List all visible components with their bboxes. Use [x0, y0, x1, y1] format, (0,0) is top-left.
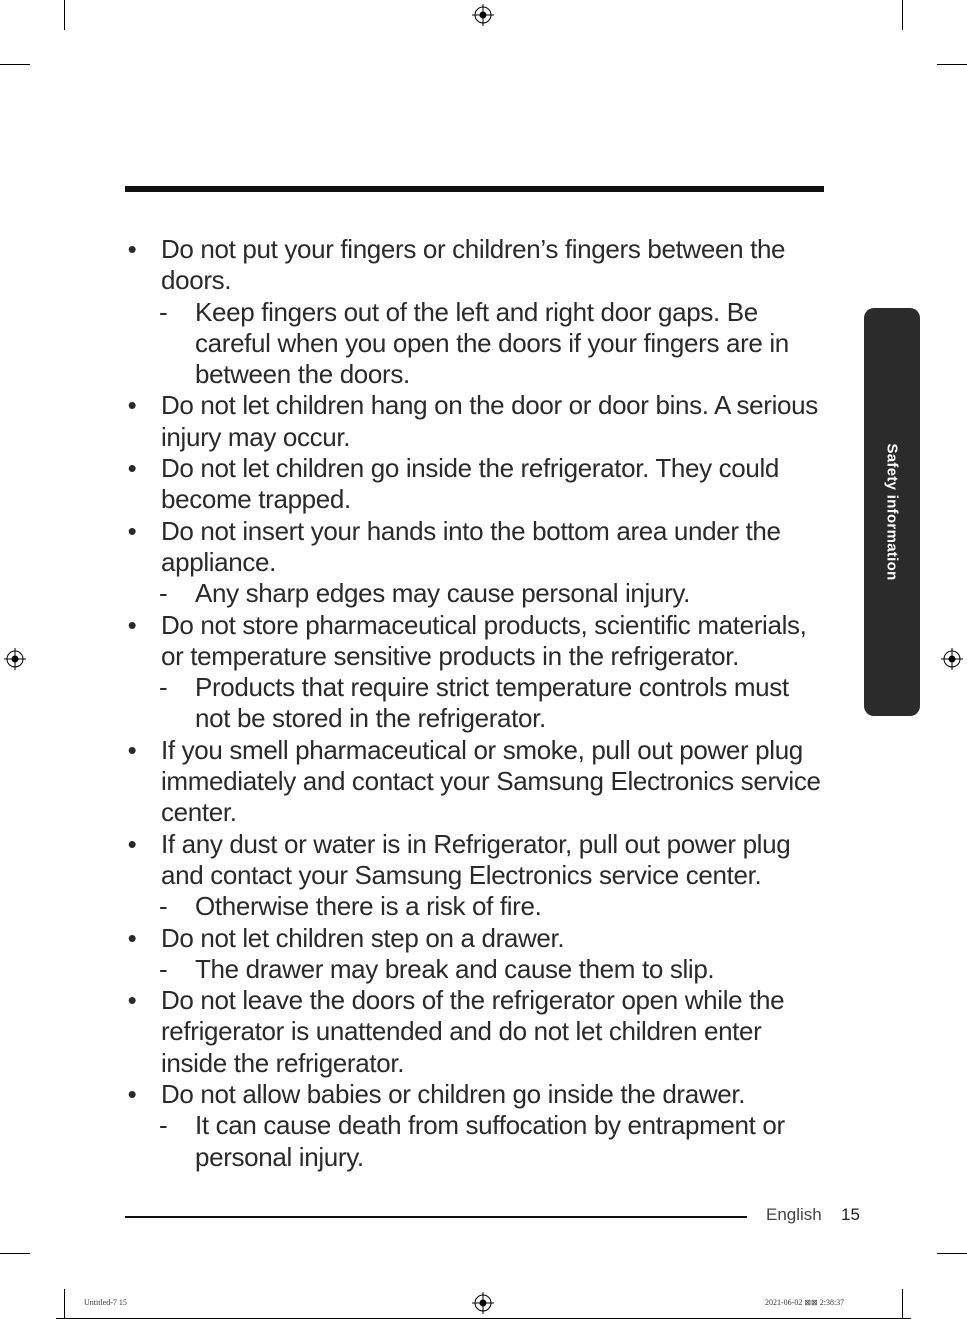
crop-mark	[64, 0, 65, 30]
crop-mark	[937, 1253, 967, 1254]
list-item	[125, 390, 825, 453]
crop-mark	[0, 1253, 30, 1254]
sub-item-text: Products that require strict temperature controls must not be stored in the refrigerator.	[195, 672, 789, 734]
list-item	[125, 985, 825, 1079]
print-datetime: 2021-06-02 ⊠⊠ 2:38:37	[765, 1298, 845, 1307]
bullet-icon: •	[127, 234, 137, 264]
list-item	[125, 453, 825, 516]
crop-mark	[0, 64, 30, 65]
bullet-icon: •	[127, 609, 137, 640]
list-item	[125, 735, 825, 829]
crop-mark	[902, 0, 903, 30]
sub-item	[125, 1110, 825, 1173]
sub-item-text: It can cause death from suffocation by entrapment or personal injury.	[195, 1110, 785, 1172]
sub-item	[125, 297, 825, 391]
crop-mark	[937, 64, 967, 65]
sub-item	[125, 578, 825, 609]
item-text: Do not let children step on a drawer.	[161, 922, 565, 953]
dash-icon: -	[159, 953, 168, 984]
item-text: Do not leave the doors of the refrigerator open while the refrigerator is unattended and do not let children enter inside the refrigerator.	[161, 985, 785, 1078]
crop-mark	[64, 1289, 65, 1319]
item-text: If you smell pharmaceutical or smoke, pull out power plug immediately and contact your Samsung Electronics service center.	[161, 734, 821, 828]
bullet-icon: •	[127, 828, 137, 859]
registration-mark-icon	[472, 1292, 494, 1314]
sub-item	[125, 672, 825, 735]
side-tab-label: Safety information	[883, 443, 901, 581]
list-item	[125, 516, 825, 579]
list-item	[125, 234, 825, 297]
sub-item	[125, 891, 825, 922]
sub-item	[125, 954, 825, 985]
item-text: Do not let children go inside the refrigerator. They could become trapped.	[161, 453, 780, 515]
item-text: Do not let children hang on the door or door bins. A serious injury may occur.	[161, 390, 818, 452]
bullet-icon: •	[127, 985, 137, 1016]
bullet-icon: •	[127, 734, 137, 765]
item-text: Do not allow babies or children go inside the drawer.	[161, 1079, 746, 1110]
sub-item-text: Any sharp edges may cause personal injury.	[195, 578, 690, 609]
sub-item-text: Otherwise there is a risk of fire.	[195, 891, 542, 922]
sub-item-text: Keep fingers out of the left and right door gaps. Be careful when you open the doors if your fingers are in between the doors.	[195, 296, 789, 390]
list-item	[125, 1079, 825, 1110]
item-text: If any dust or water is in Refrigerator, pull out power plug and contact your Samsung Electronics service center.	[161, 828, 791, 890]
section-side-tab	[864, 308, 920, 716]
dash-icon: -	[159, 296, 168, 327]
registration-mark-icon	[4, 648, 26, 670]
item-text: Do not insert your hands into the bottom area under the appliance.	[161, 515, 781, 577]
dash-icon: -	[159, 578, 168, 609]
page-number: 15	[841, 1205, 860, 1224]
footer-language: English	[766, 1205, 822, 1224]
bullet-icon: •	[127, 922, 137, 953]
list-item	[125, 923, 825, 954]
dash-icon: -	[159, 672, 168, 703]
bullet-icon: •	[127, 390, 137, 421]
item-text: Do not put your fingers or children’s fingers between the doors.	[161, 234, 786, 296]
list-item	[125, 829, 825, 892]
section-top-rule	[125, 186, 824, 192]
item-text: Do not store pharmaceutical products, scientific materials, or temperature sensitive products in the refrigerator.	[161, 609, 807, 671]
dash-icon: -	[159, 1110, 168, 1141]
dash-icon: -	[159, 891, 168, 922]
footer-rule	[125, 1216, 747, 1218]
sub-item-text: The drawer may break and cause them to slip.	[195, 953, 715, 984]
crop-mark	[902, 1289, 903, 1319]
safety-list	[125, 234, 825, 1173]
list-item	[125, 610, 825, 673]
registration-mark-icon	[472, 4, 494, 26]
print-file-info: Untitled-7 15	[84, 1298, 127, 1307]
bullet-icon: •	[127, 1079, 137, 1110]
registration-mark-icon	[941, 648, 963, 670]
bullet-icon: •	[127, 453, 137, 484]
bullet-icon: •	[127, 515, 137, 546]
